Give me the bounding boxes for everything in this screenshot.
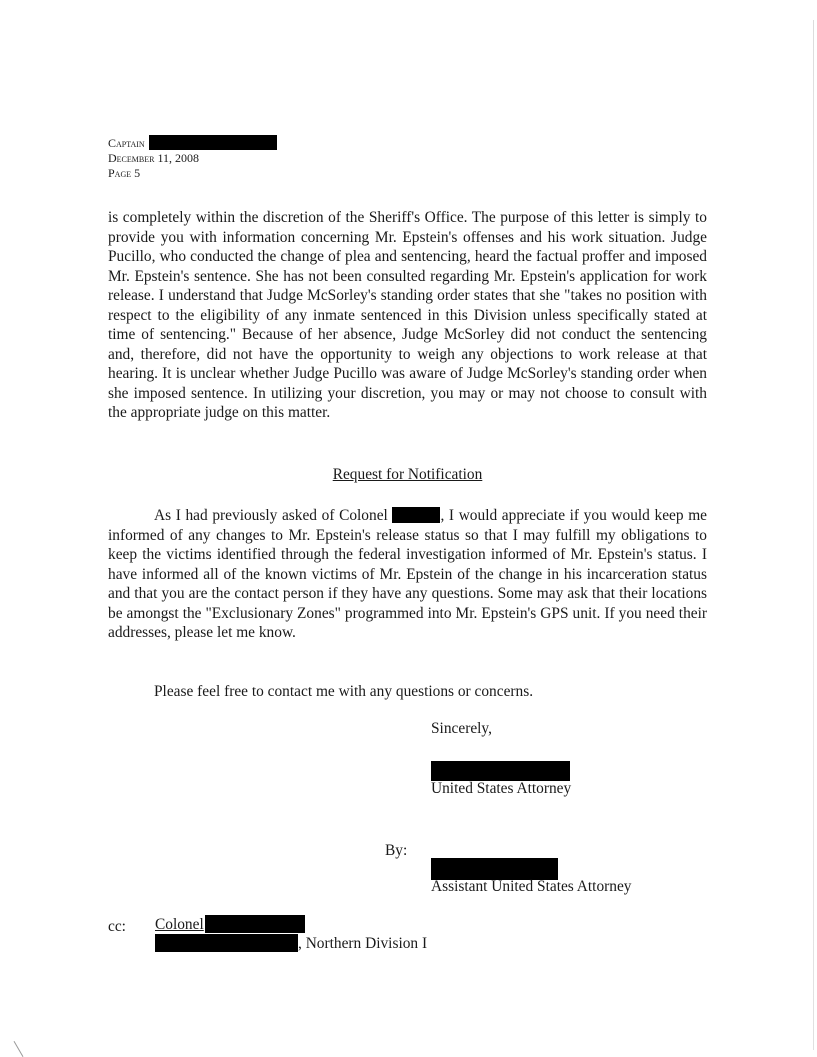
header-addressee xyxy=(108,135,277,151)
paragraph-notification xyxy=(108,506,707,643)
redaction-colonel xyxy=(392,507,440,523)
cc-line-2 xyxy=(155,934,427,953)
paragraph-discretion xyxy=(108,208,707,423)
paragraph-notification-rest: , I would appreciate if you would keep me informed of any changes to Mr. Epstein's release status so that I may fulfill my obligations to keep the victims identified through the federal investigation informed of Mr. Epstein's status. I have informed all of the known victims of Mr. Epstein of the change in his incarceration status and that you are the contact person if they have any questions. Some may ask that their locations be amongst the "Exclusionary Zones" programmed into Mr. Epstein's GPS unit. If you need their addresses, please let me know. xyxy=(108,507,707,641)
paragraph-notification-text xyxy=(108,506,707,643)
redaction-us-attorney-name xyxy=(431,761,570,781)
cc-block xyxy=(155,915,427,953)
section-heading: Request for Notification xyxy=(332,466,483,483)
header-addressee-label: Captain xyxy=(108,136,145,150)
signature-closing: Sincerely, xyxy=(431,720,492,737)
cc-line-1 xyxy=(155,915,427,934)
page-header xyxy=(108,135,277,181)
cc-label: cc: xyxy=(108,918,126,935)
header-date: December 11, 2008 xyxy=(108,151,200,165)
paragraph-discretion-text: is completely within the discretion of the Sheriff's Office. The purpose of this letter is simply to provide you with information concerning Mr. Epstein's offenses and his work situation. Judge Pucillo, who conducted the change of plea and sentencing, heard the factual proffer and imposed Mr. Epstein's sentence. She has not been consulted regarding Mr. Epstein's application for work release. I understand that Judge McSorley's standing order states that she "takes no position with respect to the eligibility of any inmate sentenced in this Division unless specifically stated at time of sentencing." Because of her absence, Judge McSorley did not conduct the sentencing and, therefore, did not have the opportunity to weigh any objections to work release at that hearing. It is unclear whether Judge Pucillo was aware of Judge McSorley's standing order when she imposed sentence. In utilizing your discretion, you may or may not choose to consult with the appropriate judge on this matter. xyxy=(108,209,707,421)
redaction-ausa-name xyxy=(431,858,558,880)
header-page: Page 5 xyxy=(108,166,141,180)
paragraph-contact-text: Please feel free to contact me with any questions or concerns. xyxy=(154,683,534,700)
redaction-cc-colonel xyxy=(205,915,305,933)
cc-colonel-label: Colonel xyxy=(155,916,204,933)
scan-mark xyxy=(14,1041,24,1057)
scan-edge xyxy=(813,20,814,1050)
signature-title-ausa: Assistant United States Attorney xyxy=(431,878,632,895)
redaction-addressee xyxy=(149,135,277,150)
paragraph-contact xyxy=(108,682,707,702)
redaction-cc-name xyxy=(155,934,298,952)
cc-division: , Northern Division I xyxy=(298,935,428,952)
signature-title-us-attorney: United States Attorney xyxy=(431,780,572,797)
signature-by-label: By: xyxy=(385,842,408,859)
paragraph-notification-start: As I had previously asked of Colonel xyxy=(154,507,388,524)
